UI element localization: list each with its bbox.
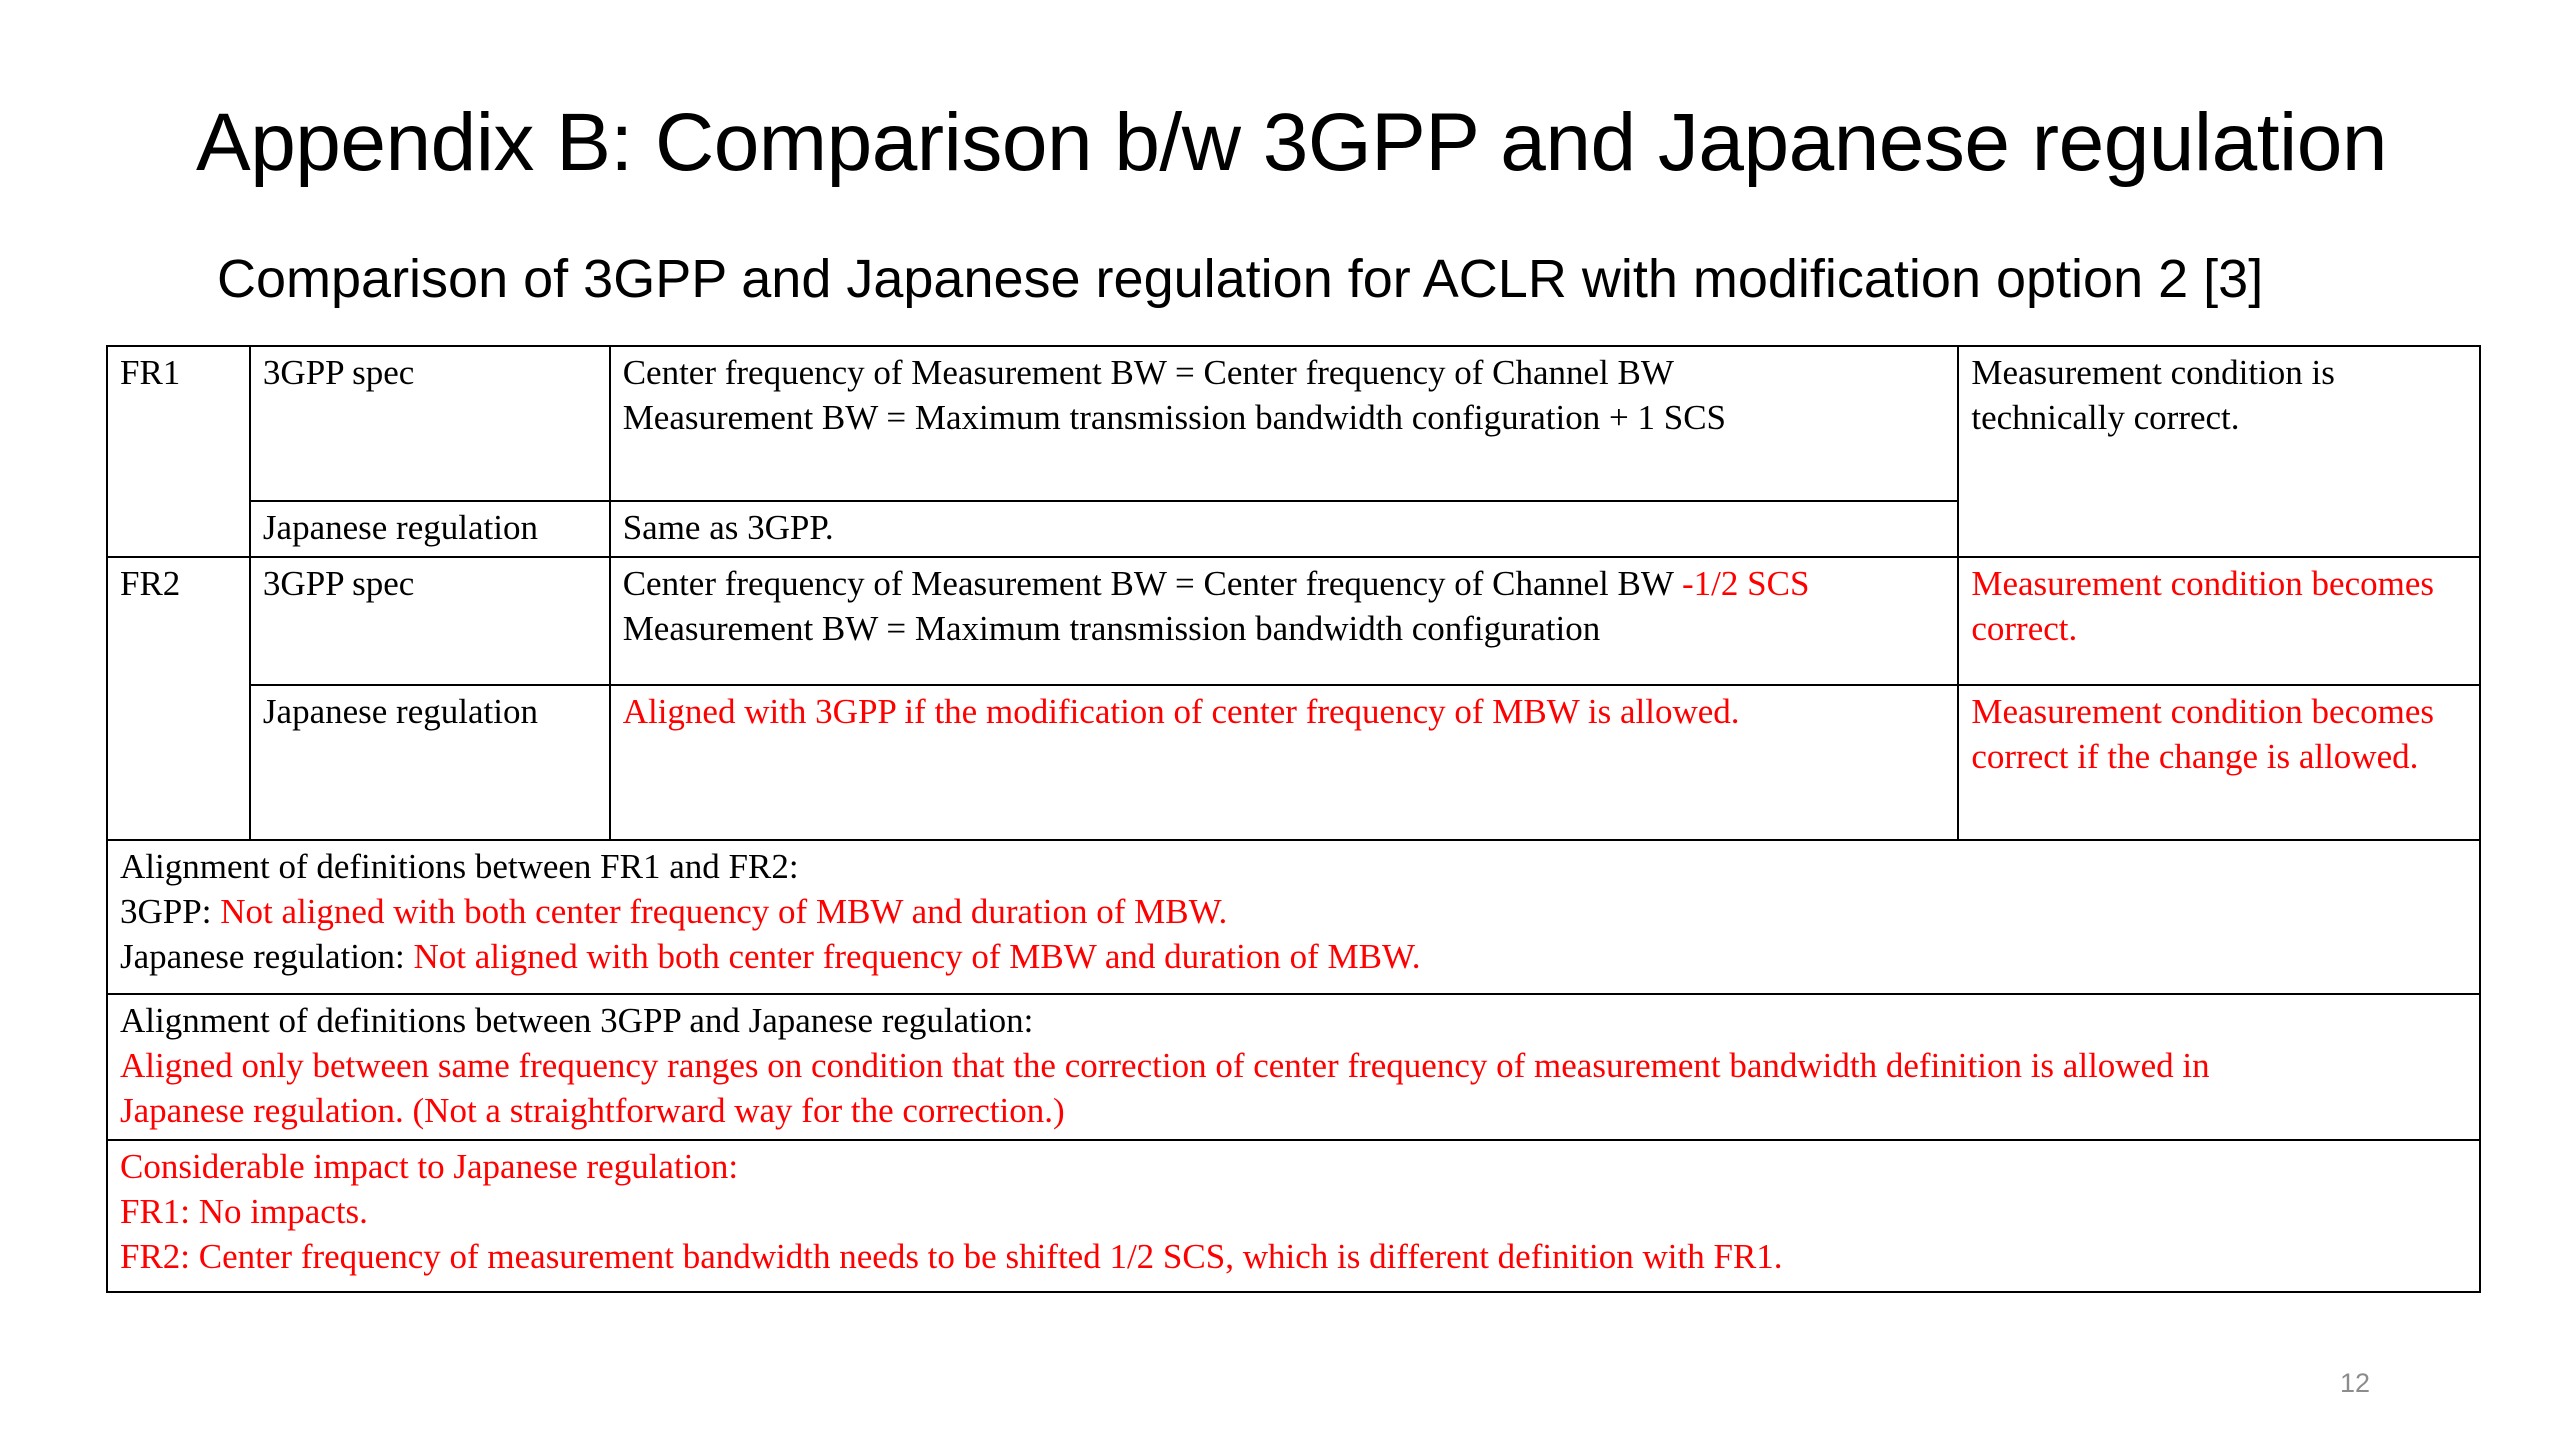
table-row <box>107 685 2480 840</box>
fr1-spec-label-cell <box>250 346 610 501</box>
fr1-comment-line1: Measurement condition is <box>1971 353 2335 392</box>
impact-cell <box>107 1140 2480 1292</box>
fr2-spec-line1-text: Center frequency of Measurement BW = Center frequency of Channel BW <box>622 564 1674 603</box>
fr1-label-cell <box>107 346 250 557</box>
fr2-label-cell <box>107 557 250 840</box>
fr1-spec-line2: Measurement BW = Maximum transmission bandwidth configuration + 1 SCS <box>622 398 1727 437</box>
fr1-spec-line1: Center frequency of Measurement BW = Center frequency of Channel BW <box>622 353 1674 392</box>
fr2-jp-label: Japanese regulation <box>262 692 538 731</box>
table-row <box>107 840 2480 994</box>
alignment-fr-jp-text: Not aligned with both center frequency of MBW and duration of MBW. <box>413 937 1421 976</box>
impact-heading: Considerable impact to Japanese regulation: <box>120 1147 739 1186</box>
table-row <box>107 346 2480 501</box>
fr1-jp-label: Japanese regulation <box>262 508 538 547</box>
fr2-label: FR2 <box>120 564 181 603</box>
fr2-jp-cell <box>610 685 1959 840</box>
alignment-fr-3gpp-prefix: 3GPP: <box>120 892 221 931</box>
alignment-fr-jp <box>120 934 2467 979</box>
alignment-reg-line1: Aligned only between same frequency ranges on condition that the correction of center frequency of measurement bandwidth definition is allowed in <box>120 1046 2210 1085</box>
fr1-comment-line2: technically correct. <box>1971 398 2240 437</box>
fr1-jp-text: Same as 3GPP. <box>622 508 834 547</box>
alignment-fr-cell <box>107 840 2480 994</box>
alignment-fr-heading: Alignment of definitions between FR1 and FR2: <box>120 847 799 886</box>
fr2-jp-label-cell <box>250 685 610 840</box>
page-number: 12 <box>2340 1368 2371 1398</box>
table-row <box>107 1140 2480 1292</box>
fr2-spec-label: 3GPP spec <box>262 564 415 603</box>
alignment-fr-3gpp <box>120 889 2467 934</box>
fr2-spec-comment-cell <box>1958 557 2480 685</box>
fr2-spec-cell <box>610 557 1959 685</box>
fr1-label: FR1 <box>120 353 181 392</box>
fr2-spec-label-cell <box>250 557 610 685</box>
fr2-spec-line2: Measurement BW = Maximum transmission bandwidth configuration <box>622 609 1601 648</box>
fr2-spec-comment-line1: Measurement condition becomes <box>1971 564 2434 603</box>
alignment-reg-heading: Alignment of definitions between 3GPP and Japanese regulation: <box>120 1001 1034 1040</box>
fr1-comment-cell <box>1958 346 2480 557</box>
fr2-spec-line1 <box>623 561 1946 606</box>
fr2-spec-line1-highlight: -1/2 SCS <box>1673 564 1810 603</box>
comparison-table <box>106 345 2481 1293</box>
alignment-fr-jp-prefix: Japanese regulation: <box>120 937 414 976</box>
fr2-spec-comment-line2: correct. <box>1971 609 2078 648</box>
table-row <box>107 994 2480 1140</box>
fr2-jp-comment-line2: correct if the change is allowed. <box>1971 737 2419 776</box>
fr1-spec-label: 3GPP spec <box>262 353 415 392</box>
table-row <box>107 557 2480 685</box>
fr2-jp-comment-cell <box>1958 685 2480 840</box>
fr2-jp-text: Aligned with 3GPP if the modification of center frequency of MBW is allowed. <box>622 692 1740 731</box>
alignment-reg-line2: Japanese regulation. (Not a straightforward way for the correction.) <box>120 1091 1065 1130</box>
alignment-fr-3gpp-text: Not aligned with both center frequency of MBW and duration of MBW. <box>220 892 1228 931</box>
fr1-spec-cell <box>610 346 1959 501</box>
fr1-jp-cell <box>610 501 1959 557</box>
fr1-jp-label-cell <box>250 501 610 557</box>
slide-subtitle: Comparison of 3GPP and Japanese regulation for ACLR with modification option 2 [3] <box>217 249 2264 309</box>
alignment-reg-cell <box>107 994 2480 1140</box>
impact-fr2: FR2: Center frequency of measurement bandwidth needs to be shifted 1/2 SCS, which is different definition with FR1. <box>120 1237 1783 1276</box>
impact-fr1: FR1: No impacts. <box>120 1192 368 1231</box>
slide-title: Appendix B: Comparison b/w 3GPP and Japanese regulation <box>196 97 2387 188</box>
fr2-jp-comment-line1: Measurement condition becomes <box>1971 692 2434 731</box>
